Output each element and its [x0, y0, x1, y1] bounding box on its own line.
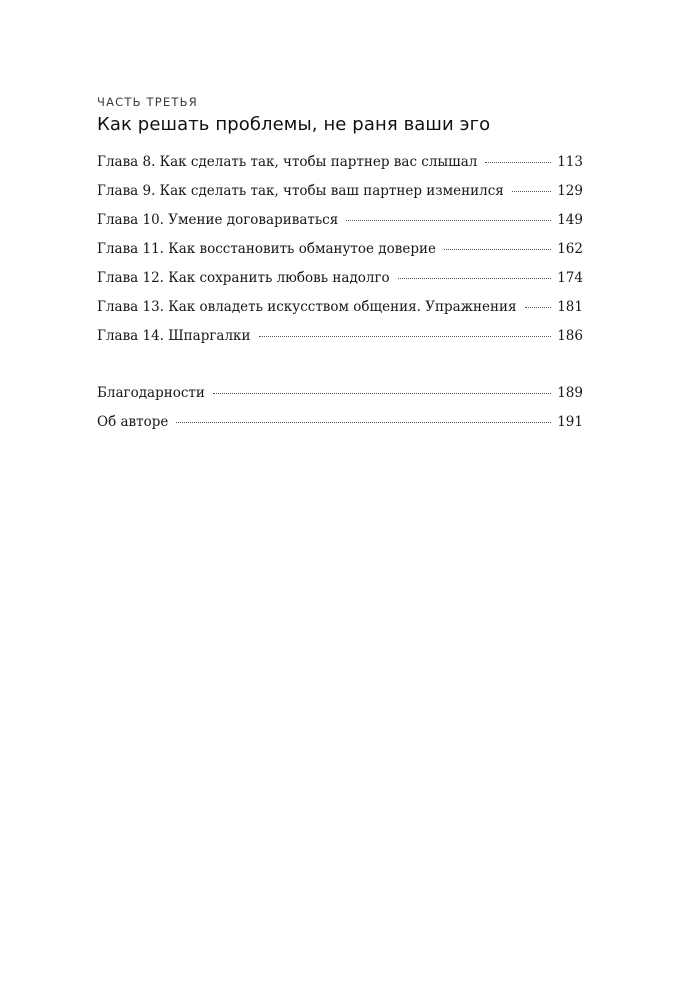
entry-title: Глава 11. Как восстановить обманутое доверие: [97, 241, 436, 257]
toc-entry-chapter-9[interactable]: [97, 183, 583, 212]
toc-entry-chapter-11[interactable]: [97, 241, 583, 270]
page-number: 149: [557, 212, 583, 228]
toc-entry-chapter-12[interactable]: [97, 270, 583, 299]
page-number: 181: [557, 299, 583, 315]
dot-leader: [444, 249, 551, 250]
page-number: 189: [557, 385, 583, 401]
part-title: Как решать проблемы, не раня ваши эго: [97, 114, 491, 135]
toc-entry-chapter-8[interactable]: [97, 154, 583, 183]
page-number: 113: [557, 154, 583, 170]
toc-entry-chapter-10[interactable]: [97, 212, 583, 241]
entry-title: Глава 12. Как сохранить любовь надолго: [97, 270, 390, 286]
dot-leader: [259, 336, 552, 337]
chapter-list: [97, 154, 583, 357]
page-number: 174: [557, 270, 583, 286]
entry-title: Глава 9. Как сделать так, чтобы ваш партнер изменился: [97, 183, 504, 199]
dot-leader: [398, 278, 551, 279]
page-number: 186: [557, 328, 583, 344]
toc-entry-chapter-13[interactable]: [97, 299, 583, 328]
dot-leader: [213, 393, 551, 394]
entry-title: Об авторе: [97, 414, 169, 430]
entry-title: Глава 8. Как сделать так, чтобы партнер вас слышал: [97, 154, 478, 170]
toc-entry-chapter-14[interactable]: [97, 328, 583, 357]
entry-title: Глава 14. Шпаргалки: [97, 328, 251, 344]
page-number: 129: [557, 183, 583, 199]
dot-leader: [512, 191, 551, 192]
dot-leader: [346, 220, 551, 221]
dot-leader: [485, 162, 551, 163]
toc-entry-acknowledgements[interactable]: [97, 385, 583, 414]
part-label: ЧАСТЬ ТРЕТЬЯ: [97, 95, 198, 109]
dot-leader: [176, 422, 551, 423]
entry-title: Глава 13. Как овладеть искусством общения. Упражнения: [97, 299, 517, 315]
dot-leader: [525, 307, 551, 308]
back-matter-list: [97, 385, 583, 443]
toc-entry-about-author[interactable]: [97, 414, 583, 443]
page-number: 191: [557, 414, 583, 430]
entry-title: Благодарности: [97, 385, 205, 401]
entry-title: Глава 10. Умение договариваться: [97, 212, 339, 228]
page-number: 162: [557, 241, 583, 257]
